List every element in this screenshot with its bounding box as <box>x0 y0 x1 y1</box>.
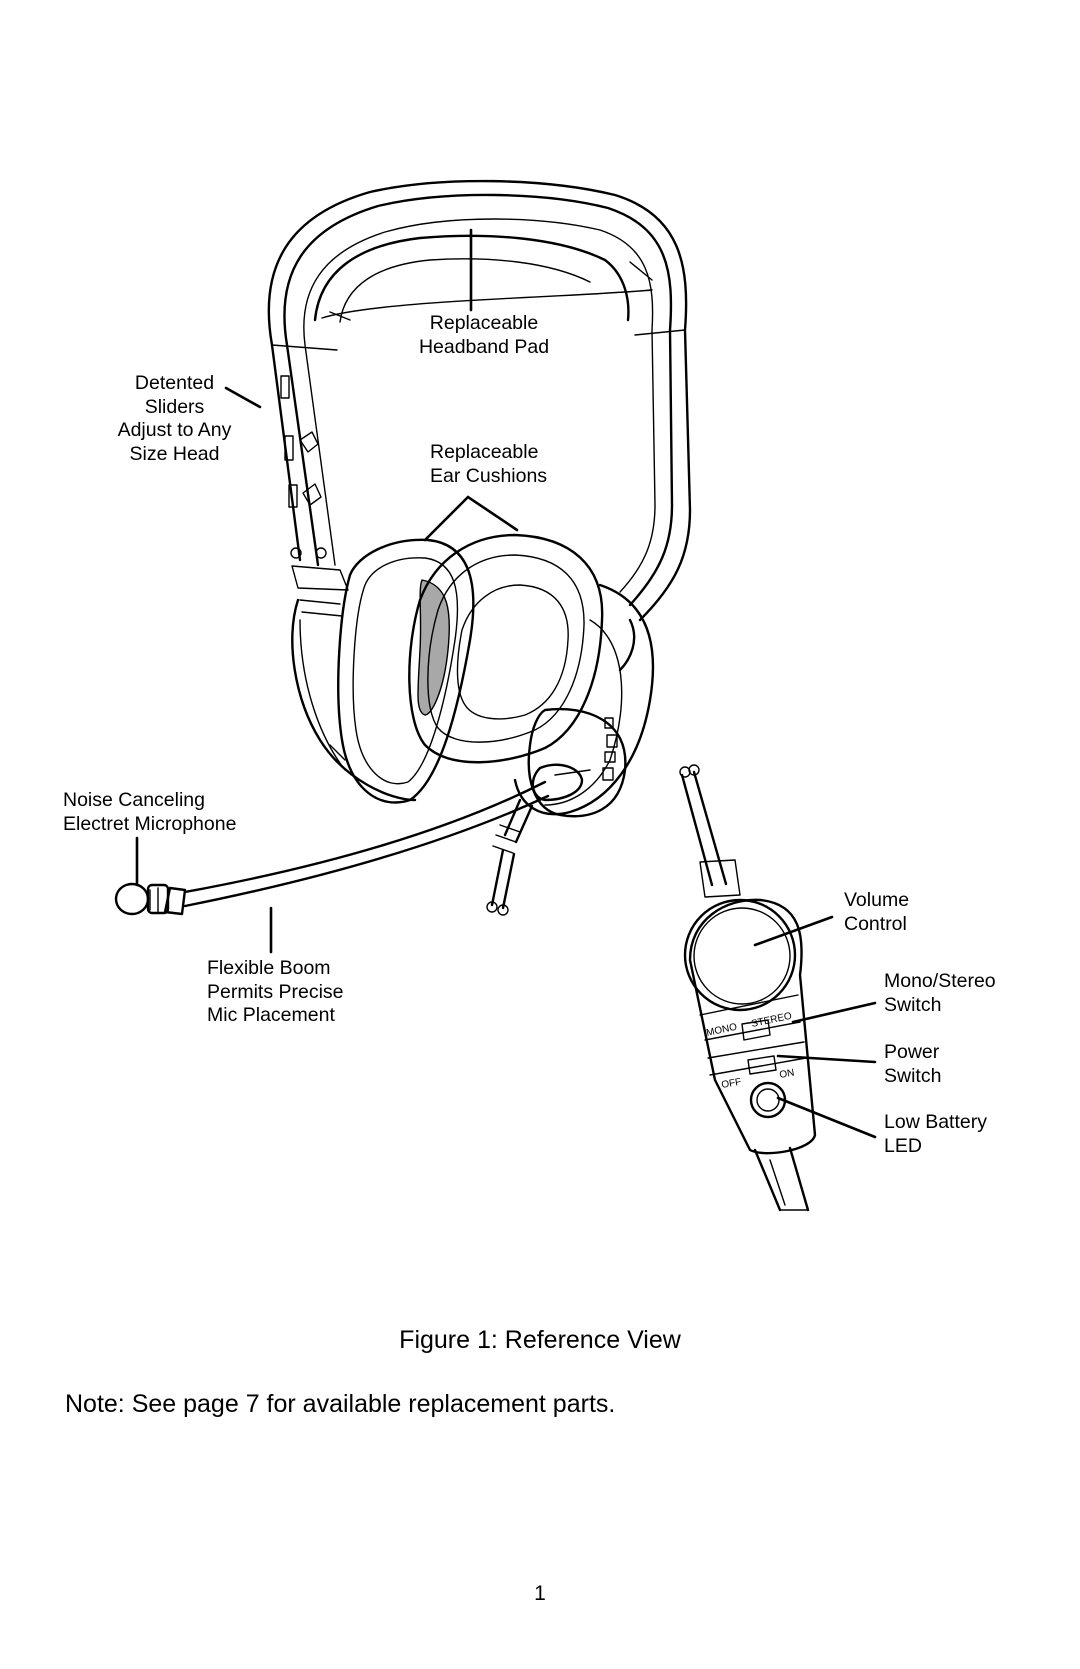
label-line: Ear Cushions <box>430 464 548 487</box>
left-ear-cushion <box>338 540 473 803</box>
label-line: Permits Precise <box>207 980 344 1003</box>
leader-mono-stereo <box>793 1003 875 1022</box>
label-line: Headband Pad <box>418 335 550 358</box>
label-power <box>884 1041 941 1088</box>
label-mono-stereo <box>884 970 996 1017</box>
label-line: Replaceable <box>429 312 539 334</box>
headset-cable <box>487 800 532 915</box>
label-ear-cushions <box>430 441 547 488</box>
label-line: Adjust to Any <box>117 419 232 441</box>
label-line: Detented <box>134 372 215 394</box>
mono-marking: MONO <box>705 1021 739 1039</box>
label-line: Size Head <box>129 442 220 465</box>
label-volume <box>844 889 909 936</box>
on-marking: ON <box>778 1067 796 1081</box>
label-line: Mono/Stereo <box>884 970 996 992</box>
label-line: Electret Microphone <box>63 812 237 835</box>
label-line: Noise Canceling <box>63 789 205 811</box>
volume-wheel <box>685 900 795 1010</box>
label-boom <box>207 957 344 1028</box>
off-marking: OFF <box>720 1076 743 1091</box>
label-line: Sliders <box>144 395 205 418</box>
label-line: Volume <box>844 889 910 911</box>
stereo-marking: STEREO <box>750 1010 793 1030</box>
inline-control <box>680 765 815 1210</box>
leader-ear-cushions <box>425 497 517 540</box>
headband <box>269 181 690 620</box>
page-number: 1 <box>534 1582 546 1605</box>
leader-power <box>778 1056 875 1062</box>
label-line: Switch <box>884 1064 942 1087</box>
label-battery <box>884 1111 987 1158</box>
label-line: LED <box>884 1134 922 1157</box>
label-line: Mic Placement <box>207 1004 335 1026</box>
label-line: Power <box>884 1041 940 1063</box>
mic-boom <box>116 765 590 914</box>
leader-battery <box>778 1098 875 1137</box>
replacement-note: Note: See page 7 for available replacement parts. <box>65 1390 616 1418</box>
label-line: Control <box>844 912 907 935</box>
figure-caption: Figure 1: Reference View <box>399 1326 681 1354</box>
label-line: Switch <box>884 993 942 1016</box>
label-line: Low Battery <box>884 1111 987 1133</box>
label-sliders <box>102 372 247 466</box>
label-microphone <box>63 789 236 836</box>
label-line: Replaceable <box>430 441 539 463</box>
label-headband-pad <box>414 312 554 359</box>
label-line: Flexible Boom <box>207 957 331 979</box>
